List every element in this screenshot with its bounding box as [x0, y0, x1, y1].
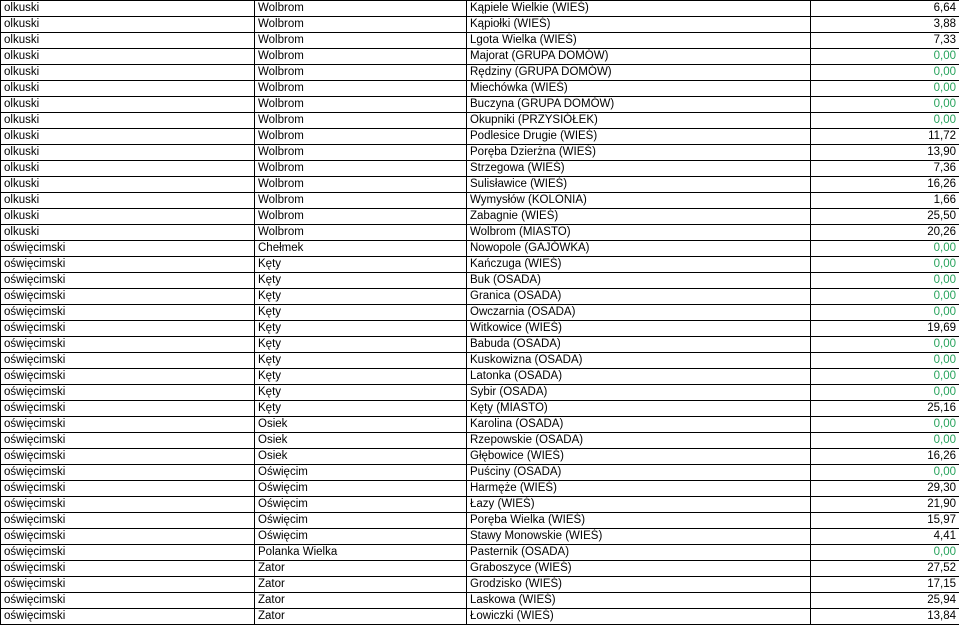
table-row	[1, 353, 959, 369]
powiat-cell: oświęcimski	[1, 497, 255, 513]
powiat-cell: olkuski	[1, 65, 255, 81]
gmina-cell: Wolbrom	[255, 161, 467, 177]
locality-cell: Łowiczki (WIEŚ)	[467, 609, 811, 625]
value-cell: 17,15	[811, 577, 959, 593]
table-row	[1, 33, 959, 49]
value-cell: 27,52	[811, 561, 959, 577]
locality-cell: Babuda (OSADA)	[467, 337, 811, 353]
value-cell: 0,00	[811, 65, 959, 81]
locality-cell: Zabagnie (WIEŚ)	[467, 209, 811, 225]
powiat-cell: oświęcimski	[1, 529, 255, 545]
table-row	[1, 433, 959, 449]
locality-cell: Stawy Monowskie (WIEŚ)	[467, 529, 811, 545]
value-cell: 16,26	[811, 449, 959, 465]
value-cell: 0,00	[811, 337, 959, 353]
gmina-cell: Oświęcim	[255, 513, 467, 529]
value-cell: 0,00	[811, 369, 959, 385]
gmina-cell: Kęty	[255, 385, 467, 401]
locality-cell: Pasternik (OSADA)	[467, 545, 811, 561]
powiat-cell: oświęcimski	[1, 385, 255, 401]
gmina-cell: Kęty	[255, 257, 467, 273]
powiat-cell: oświęcimski	[1, 577, 255, 593]
value-cell: 0,00	[811, 97, 959, 113]
table-row	[1, 401, 959, 417]
powiat-cell: oświęcimski	[1, 449, 255, 465]
value-cell: 15,97	[811, 513, 959, 529]
gmina-cell: Osiek	[255, 449, 467, 465]
table-row	[1, 481, 959, 497]
value-cell: 25,16	[811, 401, 959, 417]
gmina-cell: Polanka Wielka	[255, 545, 467, 561]
powiat-cell: olkuski	[1, 225, 255, 241]
table-row	[1, 209, 959, 225]
value-cell: 0,00	[811, 305, 959, 321]
powiat-cell: oświęcimski	[1, 241, 255, 257]
value-cell: 7,36	[811, 161, 959, 177]
powiat-cell: oświęcimski	[1, 481, 255, 497]
table-row	[1, 321, 959, 337]
powiat-cell: oświęcimski	[1, 401, 255, 417]
gmina-cell: Kęty	[255, 353, 467, 369]
locality-cell: Kąpiele Wielkie (WIEŚ)	[467, 1, 811, 17]
locality-cell: Puściny (OSADA)	[467, 465, 811, 481]
locality-cell: Latonka (OSADA)	[467, 369, 811, 385]
value-cell: 19,69	[811, 321, 959, 337]
locality-cell: Sulisławice (WIEŚ)	[467, 177, 811, 193]
powiat-cell: oświęcimski	[1, 257, 255, 273]
value-cell: 25,94	[811, 593, 959, 609]
powiat-cell: olkuski	[1, 97, 255, 113]
locality-cell: Sybir (OSADA)	[467, 385, 811, 401]
table-row	[1, 161, 959, 177]
powiat-cell: oświęcimski	[1, 561, 255, 577]
table-row	[1, 49, 959, 65]
gmina-cell: Oświęcim	[255, 497, 467, 513]
gmina-cell: Oświęcim	[255, 529, 467, 545]
gmina-cell: Wolbrom	[255, 225, 467, 241]
table-row	[1, 417, 959, 433]
value-cell: 3,88	[811, 17, 959, 33]
value-cell: 4,41	[811, 529, 959, 545]
table-row	[1, 369, 959, 385]
powiat-cell: oświęcimski	[1, 353, 255, 369]
gmina-cell: Wolbrom	[255, 193, 467, 209]
table-row	[1, 129, 959, 145]
value-cell: 0,00	[811, 113, 959, 129]
value-cell: 6,64	[811, 1, 959, 17]
gmina-cell: Wolbrom	[255, 33, 467, 49]
locality-cell: Poręba Dzierżna (WIEŚ)	[467, 145, 811, 161]
gmina-cell: Zator	[255, 609, 467, 625]
value-cell: 11,72	[811, 129, 959, 145]
powiat-cell: oświęcimski	[1, 369, 255, 385]
locality-cell: Podlesice Drugie (WIEŚ)	[467, 129, 811, 145]
table-row	[1, 289, 959, 305]
gmina-cell: Osiek	[255, 433, 467, 449]
value-cell: 1,66	[811, 193, 959, 209]
gmina-cell: Osiek	[255, 417, 467, 433]
powiat-cell: olkuski	[1, 145, 255, 161]
gmina-cell: Wolbrom	[255, 1, 467, 17]
table-row	[1, 193, 959, 209]
value-cell: 13,90	[811, 145, 959, 161]
value-cell: 0,00	[811, 257, 959, 273]
locality-cell: Kuskowizna (OSADA)	[467, 353, 811, 369]
locality-cell: Grodzisko (WIEŚ)	[467, 577, 811, 593]
gmina-cell: Oświęcim	[255, 481, 467, 497]
powiat-cell: oświęcimski	[1, 289, 255, 305]
locality-cell: Rzepowskie (OSADA)	[467, 433, 811, 449]
gmina-cell: Zator	[255, 561, 467, 577]
table-row	[1, 177, 959, 193]
table-row	[1, 593, 959, 609]
gmina-cell: Wolbrom	[255, 177, 467, 193]
value-cell: 7,33	[811, 33, 959, 49]
value-cell: 16,26	[811, 177, 959, 193]
table-row	[1, 97, 959, 113]
powiat-cell: oświęcimski	[1, 337, 255, 353]
powiat-cell: olkuski	[1, 129, 255, 145]
value-cell: 0,00	[811, 49, 959, 65]
value-cell: 29,30	[811, 481, 959, 497]
powiat-cell: olkuski	[1, 49, 255, 65]
table-row	[1, 513, 959, 529]
powiat-cell: oświęcimski	[1, 609, 255, 625]
table-row	[1, 81, 959, 97]
locality-cell: Graboszyce (WIEŚ)	[467, 561, 811, 577]
locality-cell: Granica (OSADA)	[467, 289, 811, 305]
table-row	[1, 609, 959, 625]
locality-cell: Kąpiołki (WIEŚ)	[467, 17, 811, 33]
powiat-cell: olkuski	[1, 33, 255, 49]
value-cell: 0,00	[811, 465, 959, 481]
locality-cell: Nowopole (GAJÓWKA)	[467, 241, 811, 257]
value-cell: 0,00	[811, 417, 959, 433]
locality-cell: Miechówka (WIEŚ)	[467, 81, 811, 97]
value-cell: 0,00	[811, 241, 959, 257]
locality-cell: Wymysłów (KOLONIA)	[467, 193, 811, 209]
table-row	[1, 529, 959, 545]
locality-cell: Rędziny (GRUPA DOMÓW)	[467, 65, 811, 81]
powiat-cell: olkuski	[1, 209, 255, 225]
gmina-cell: Zator	[255, 577, 467, 593]
gmina-cell: Kęty	[255, 273, 467, 289]
value-cell: 0,00	[811, 433, 959, 449]
locality-cell: Strzegowa (WIEŚ)	[467, 161, 811, 177]
value-cell: 0,00	[811, 273, 959, 289]
powiat-cell: oświęcimski	[1, 593, 255, 609]
gmina-cell: Wolbrom	[255, 129, 467, 145]
table-row	[1, 449, 959, 465]
gmina-cell: Oświęcim	[255, 465, 467, 481]
table-row	[1, 1, 959, 17]
table-row	[1, 561, 959, 577]
powiat-cell: olkuski	[1, 177, 255, 193]
value-cell: 0,00	[811, 289, 959, 305]
gmina-cell: Wolbrom	[255, 97, 467, 113]
table-row	[1, 497, 959, 513]
table-row	[1, 65, 959, 81]
locality-cell: Poręba Wielka (WIEŚ)	[467, 513, 811, 529]
powiat-cell: olkuski	[1, 81, 255, 97]
table-row	[1, 577, 959, 593]
locality-cell: Okupniki (PRZYSIÓŁEK)	[467, 113, 811, 129]
gmina-cell: Kęty	[255, 369, 467, 385]
gmina-cell: Chełmek	[255, 241, 467, 257]
powiat-cell: oświęcimski	[1, 545, 255, 561]
table-row	[1, 385, 959, 401]
table-row	[1, 113, 959, 129]
locality-cell: Kęty (MIASTO)	[467, 401, 811, 417]
locality-cell: Buczyna (GRUPA DOMÓW)	[467, 97, 811, 113]
powiat-cell: olkuski	[1, 17, 255, 33]
powiat-cell: olkuski	[1, 113, 255, 129]
locality-cell: Głębowice (WIEŚ)	[467, 449, 811, 465]
gmina-cell: Zator	[255, 593, 467, 609]
table-row	[1, 241, 959, 257]
gmina-cell: Wolbrom	[255, 81, 467, 97]
table-row	[1, 465, 959, 481]
value-cell: 0,00	[811, 385, 959, 401]
gmina-cell: Wolbrom	[255, 17, 467, 33]
table-row	[1, 273, 959, 289]
powiat-cell: oświęcimski	[1, 305, 255, 321]
value-cell: 20,26	[811, 225, 959, 241]
gmina-cell: Wolbrom	[255, 113, 467, 129]
value-cell: 0,00	[811, 545, 959, 561]
powiat-cell: oświęcimski	[1, 321, 255, 337]
locality-cell: Owczarnia (OSADA)	[467, 305, 811, 321]
powiat-cell: oświęcimski	[1, 273, 255, 289]
locality-cell: Wolbrom (MIASTO)	[467, 225, 811, 241]
gmina-cell: Kęty	[255, 337, 467, 353]
table-row	[1, 257, 959, 273]
table-row	[1, 145, 959, 161]
gmina-cell: Kęty	[255, 401, 467, 417]
powiat-cell: oświęcimski	[1, 417, 255, 433]
table-row	[1, 17, 959, 33]
powiat-cell: olkuski	[1, 193, 255, 209]
powiat-cell: olkuski	[1, 1, 255, 17]
locality-cell: Buk (OSADA)	[467, 273, 811, 289]
table-body	[1, 1, 959, 625]
locality-cell: Laskowa (WIEŚ)	[467, 593, 811, 609]
value-cell: 13,84	[811, 609, 959, 625]
powiat-cell: oświęcimski	[1, 513, 255, 529]
locality-cell: Harmęże (WIEŚ)	[467, 481, 811, 497]
locality-cell: Karolina (OSADA)	[467, 417, 811, 433]
locality-cell: Łazy (WIEŚ)	[467, 497, 811, 513]
gmina-cell: Wolbrom	[255, 65, 467, 81]
powiat-cell: oświęcimski	[1, 465, 255, 481]
table-row	[1, 305, 959, 321]
locality-cell: Witkowice (WIEŚ)	[467, 321, 811, 337]
locality-cell: Kańczuga (WIEŚ)	[467, 257, 811, 273]
table-row	[1, 225, 959, 241]
powiat-cell: olkuski	[1, 161, 255, 177]
powiat-cell: oświęcimski	[1, 433, 255, 449]
gmina-cell: Wolbrom	[255, 49, 467, 65]
gmina-cell: Wolbrom	[255, 209, 467, 225]
gmina-cell: Kęty	[255, 289, 467, 305]
table-row	[1, 545, 959, 561]
gmina-cell: Kęty	[255, 321, 467, 337]
value-cell: 0,00	[811, 353, 959, 369]
locality-cell: Lgota Wielka (WIEŚ)	[467, 33, 811, 49]
value-cell: 0,00	[811, 81, 959, 97]
value-cell: 25,50	[811, 209, 959, 225]
value-cell: 21,90	[811, 497, 959, 513]
table-row	[1, 337, 959, 353]
locality-cell: Majorat (GRUPA DOMÓW)	[467, 49, 811, 65]
gmina-cell: Wolbrom	[255, 145, 467, 161]
gmina-cell: Kęty	[255, 305, 467, 321]
